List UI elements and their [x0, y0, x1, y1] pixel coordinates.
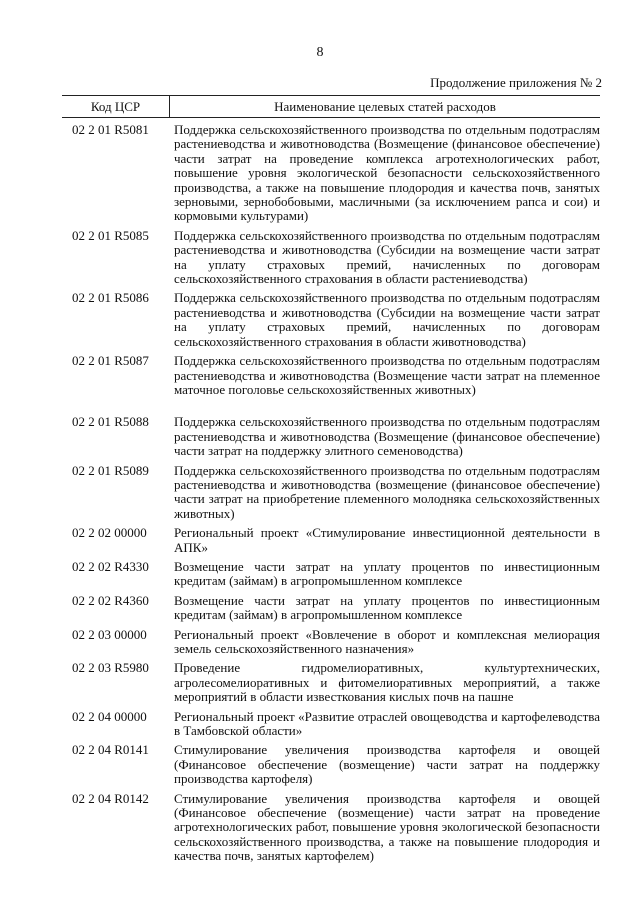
row-name: Поддержка сельскохозяйственного производства по отдельным подотраслям растениеводства и животноводства (Субсидии на возмещение части затрат на уплату страховых премий, начисленных по договорам сельскохозяйственного страхования в области растениеводства): [174, 227, 600, 287]
row-name: Стимулирование увеличения производства картофеля и овощей (Финансовое обеспечение (возмещение) части затрат на проведение агротехнологических работ, повышение уровня экологической безопасности сельскохозяйственного производства, а также на повышение плодородия и качества почв, занятых картофелем): [174, 790, 600, 864]
row-code: 02 2 04 00000: [72, 708, 147, 724]
table-row: [62, 560, 600, 589]
table-row: [62, 526, 600, 555]
table-row: [62, 123, 600, 224]
row-code: 02 2 04 R0142: [72, 790, 149, 806]
row-name: Стимулирование увеличения производства картофеля и овощей (Финансовое обеспечение (возмещение) части затрат на поддержку производства картофеля): [174, 742, 600, 787]
row-name: Региональный проект «Вовлечение в оборот и комплексная мелиорация земель сельскохозяйственного назначения»: [174, 626, 600, 656]
row-name: Возмещение части затрат на уплату процентов по инвестиционным кредитам (займам) в агропромышленном комплексе: [174, 592, 600, 623]
row-name: Поддержка сельскохозяйственного производства по отдельным подотраслям растениеводства и животноводства (Возмещение (финансовое обеспечение) части затрат на проведение комплекса агротехнологических работ, повышение уровня экологической безопасности сельскохозяйственного производства, а также на повышение плодородия и качества почв, занятых зерновыми, зернобобовыми, масличными (за исключением рапса и сои) и кормовыми культурами): [174, 122, 600, 224]
row-name: Возмещение части затрат на уплату процентов по инвестиционным кредитам (займам) в агропромышленном комплексе: [174, 558, 600, 589]
row-code: 02 2 01 R5081: [72, 122, 149, 137]
row-code: 02 2 04 R0141: [72, 742, 149, 758]
table-row: [62, 464, 600, 522]
row-name: Поддержка сельскохозяйственного производства по отдельным подотраслям растениеводства и животноводства (Возмещение части затрат на племенное маточное поголовье сельскохозяйственных животных): [174, 353, 600, 397]
row-code: 02 2 01 R5085: [72, 227, 149, 243]
row-name: Региональный проект «Стимулирование инвестиционной деятельности в АПК»: [174, 525, 600, 555]
row-name: Региональный проект «Развитие отраслей овощеводства и картофелеводства в Тамбовской области»: [174, 708, 600, 739]
row-code: 02 2 01 R5086: [72, 290, 149, 306]
row-code: 02 2 01 R5088: [72, 414, 149, 430]
table-row: [62, 628, 600, 657]
row-code: 02 2 03 R5980: [72, 660, 149, 676]
header-name-column: Наименование целевых статей расходов: [274, 99, 496, 114]
table-row: [62, 415, 600, 458]
table-row: [62, 710, 600, 739]
table-header: [62, 95, 600, 118]
table-row: [62, 291, 600, 349]
row-code: 02 2 01 R5089: [72, 462, 149, 478]
table-row: [62, 792, 600, 864]
row-code: 02 2 02 00000: [72, 525, 147, 541]
table-row: [62, 661, 600, 704]
row-name: Проведение гидромелиоративных, культуртехнических, агролесомелиоративных и фитомелиоративных мероприятий, а также мероприятий в области известкования кислых почв на пашне: [174, 660, 600, 705]
continuation-label: Продолжение приложения № 2: [430, 75, 602, 90]
table-row: [62, 743, 600, 786]
table-row: [62, 354, 600, 397]
page-number: 8: [316, 45, 324, 60]
row-code: 02 2 01 R5087: [72, 353, 149, 369]
table-body: [62, 123, 600, 869]
row-name: Поддержка сельскохозяйственного производства по отдельным подотраслям растениеводства и животноводства (Субсидии на возмещение части затрат на уплату страховых премий, начисленных по договорам сельскохозяйственного страхования в области животноводства): [174, 290, 600, 349]
row-name: Поддержка сельскохозяйственного производства по отдельным подотраслям растениеводства и животноводства (Возмещение (финансовое обеспечение) части затрат на поддержку элитного семеноводства): [174, 414, 600, 459]
row-code: 02 2 03 00000: [72, 626, 147, 642]
header-code-column: Код ЦСР: [90, 99, 141, 114]
row-code: 02 2 02 R4330: [72, 558, 149, 574]
row-code: 02 2 02 R4360: [72, 592, 149, 608]
table-row: [62, 229, 600, 287]
row-name: Поддержка сельскохозяйственного производства по отдельным подотраслям растениеводства и животноводства (возмещение (финансовое обеспечение) части затрат на приобретение племенного молодняка сельскохозяйственных животных): [174, 462, 600, 521]
table-row: [62, 594, 600, 623]
